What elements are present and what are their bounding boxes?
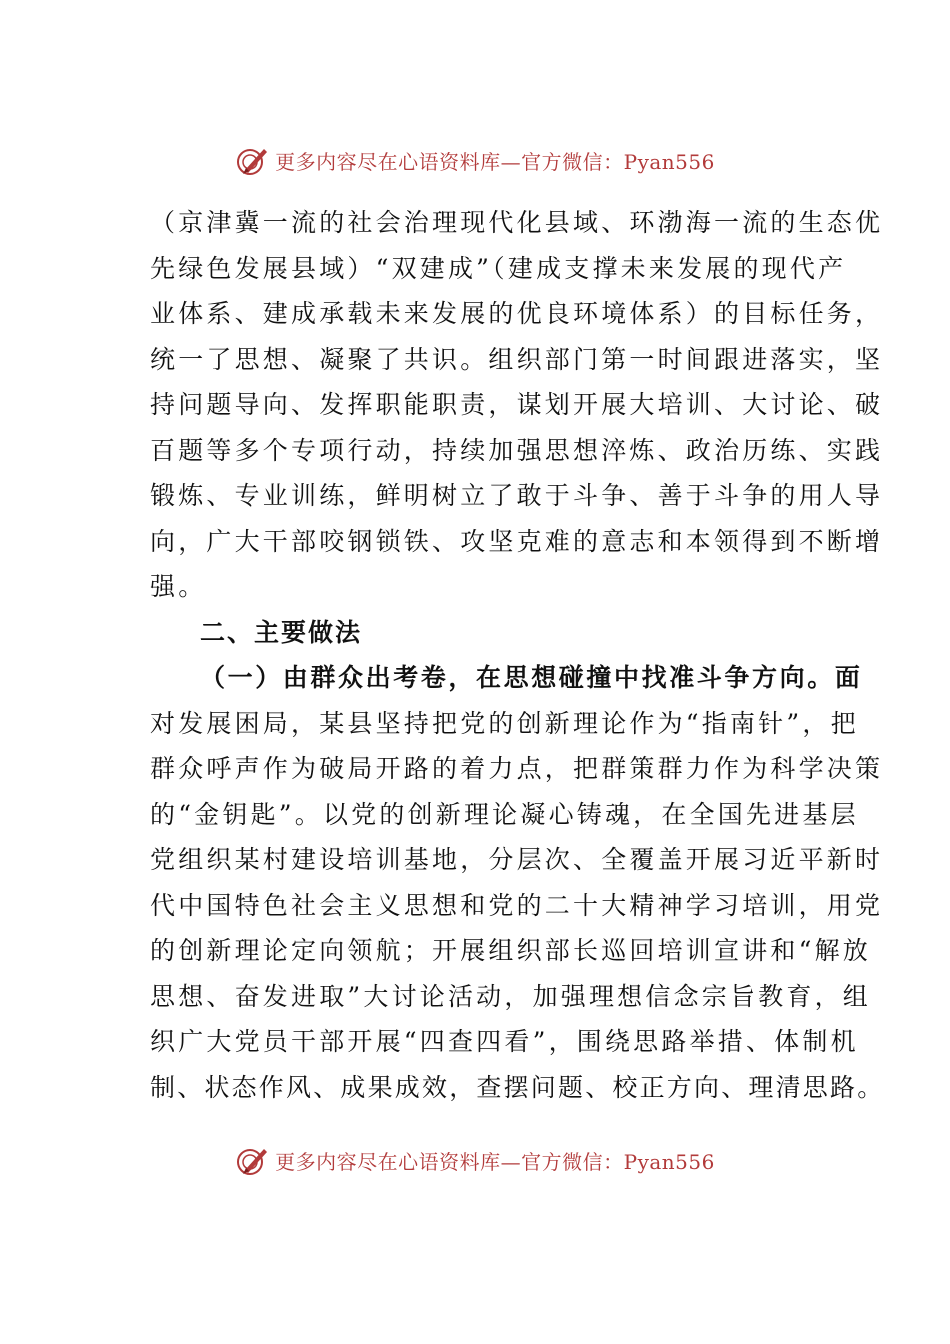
subsection-heading-tail: 面 bbox=[834, 663, 863, 692]
section-heading: 二、主要做法 bbox=[200, 617, 363, 647]
body-line: 持问题导向、发挥职能职责，谋划开展大培训、大讨论、破 bbox=[150, 390, 884, 419]
watermark-footer bbox=[0, 1140, 950, 1180]
watermark-header bbox=[0, 140, 950, 180]
body-line: 百题等多个专项行动，持续加强思想淬炼、政治历练、实践 bbox=[150, 435, 884, 465]
subsection-first-line bbox=[150, 655, 863, 701]
watermark-text: 更多内容尽在心语资料库—官方微信：Pyan556 bbox=[275, 149, 715, 174]
paragraph-line: 的“金钥匙”。以党的创新理论凝心铸魂，在全国先进基层 bbox=[150, 799, 859, 829]
paragraph-line: 代中国特色社会主义思想和党的二十大精神学习培训，用党 bbox=[150, 890, 884, 920]
subsection-heading: （一）由群众出考卷，在思想碰撞中找准斗争方向。 bbox=[200, 663, 835, 692]
paragraph-line: 的创新理论定向领航；开展组织部长巡回培训宣讲和“解放 bbox=[150, 936, 871, 965]
body-line: （京津冀一流的社会治理现代化县域、环渤海一流的生态优 bbox=[150, 208, 884, 237]
paragraph-line: 群众呼声作为破局开路的着力点，把群策群力作为科学决策 bbox=[150, 754, 884, 783]
body-line: 锻炼、专业训练，鲜明树立了敢于斗争、善于斗争的用人导 bbox=[150, 481, 884, 510]
body-line: 强。 bbox=[150, 572, 207, 601]
body-line: 业体系、建成承载未来发展的优良环境体系）的目标任务， bbox=[150, 299, 884, 328]
body-line: 先绿色发展县域）“双建成”（建成支撑未来发展的现代产 bbox=[150, 253, 847, 283]
paragraph-line: 党组织某村建设培训基地，分层次、全覆盖开展习近平新时 bbox=[150, 845, 884, 874]
document-body bbox=[150, 200, 885, 1110]
body-line: 统一了思想、凝聚了共识。组织部门第一时间跟进落实，坚 bbox=[150, 344, 884, 374]
watermark-text: 更多内容尽在心语资料库—官方微信：Pyan556 bbox=[275, 1149, 715, 1174]
paragraph-line: 思想、奋发进取”大讨论活动，加强理想信念宗旨教育，组 bbox=[150, 981, 871, 1011]
pen-seal-icon bbox=[235, 1143, 269, 1177]
paragraph-line: 织广大党员干部开展“四查四看”，围绕思路举措、体制机 bbox=[150, 1027, 859, 1056]
body-line: 向，广大干部咬钢锁铁、攻坚克难的意志和本领得到不断增 bbox=[150, 526, 884, 556]
paragraph-line: 制、状态作风、成果成效，查摆问题、校正方向、理清思路。 bbox=[150, 1072, 885, 1102]
paragraph-line: 对发展困局，某县坚持把党的创新理论作为“指南针”，把 bbox=[150, 708, 859, 738]
pen-seal-icon bbox=[235, 143, 269, 177]
